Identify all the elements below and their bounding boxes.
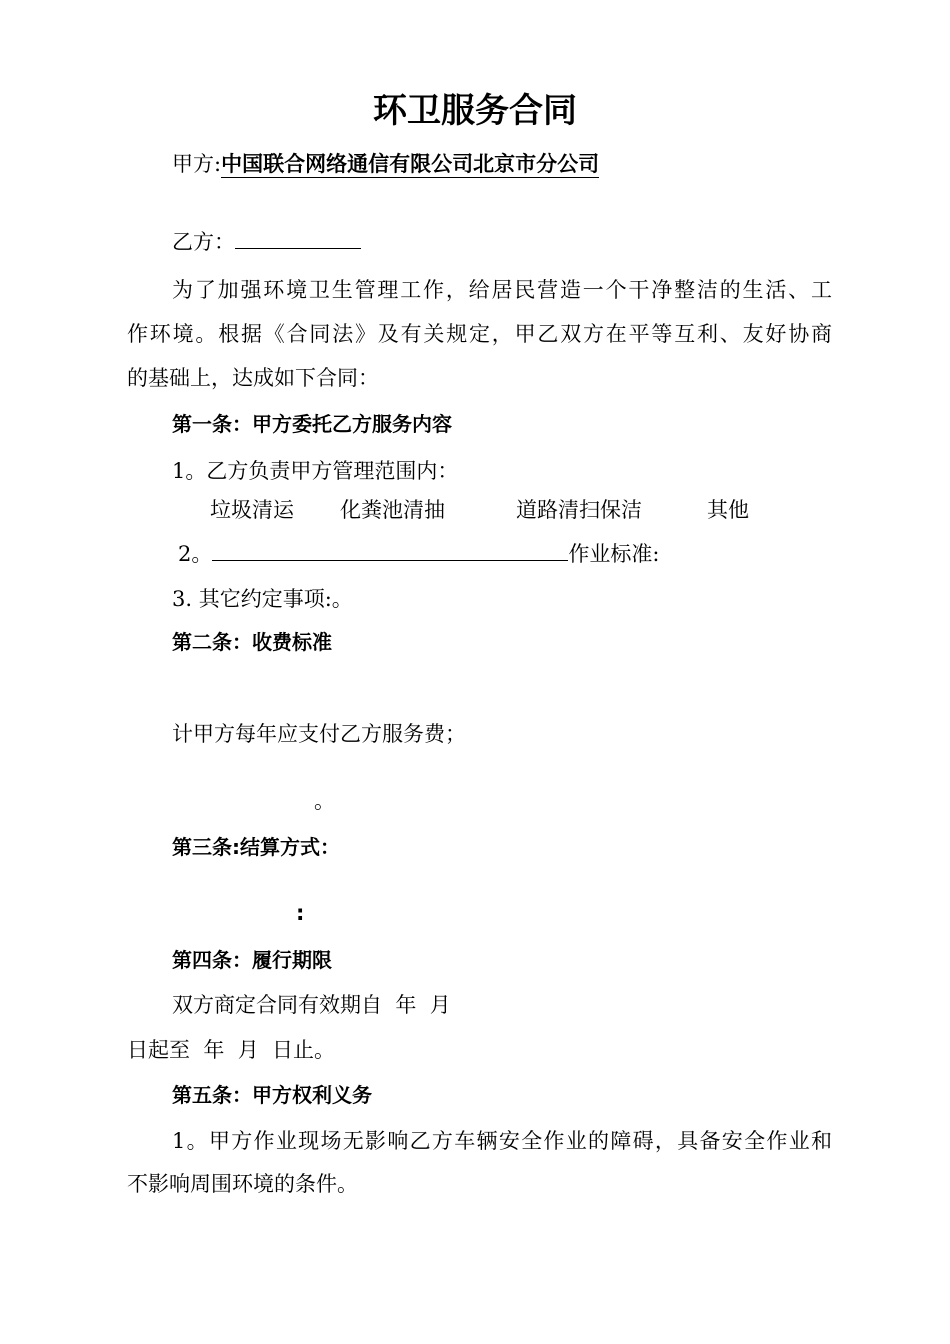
party-b-label: 乙方： <box>172 230 235 254</box>
item-2-blank <box>212 540 568 561</box>
party-b-blank <box>235 228 361 249</box>
service-item-road: 道路清扫保洁 <box>516 498 642 522</box>
article-5-item-1-line-1: 1。甲方作业现场无影响乙方车辆安全作业的障碍，具备安全作业和 <box>172 1129 832 1153</box>
document-title: 环卫服务合同 <box>373 91 577 131</box>
item-2-prefix: 2。 <box>178 542 213 566</box>
party-a-label: 甲方: <box>172 152 222 176</box>
party-a-line <box>172 150 599 178</box>
term-line-1: 双方商定合同有效期自 年 月 <box>172 993 451 1017</box>
article-5-item-1-line-2: 不影响周围环境的条件。 <box>127 1172 358 1196</box>
article-1-item-1: 1。乙方负责甲方管理范围内： <box>172 459 459 483</box>
service-item-septic: 化粪池清抽 <box>340 498 445 522</box>
article-3-heading: 第三条:结算方式： <box>172 835 340 859</box>
service-item-other: 其他 <box>707 498 749 522</box>
service-item-garbage: 垃圾清运 <box>210 498 294 522</box>
party-b-line <box>172 228 361 256</box>
intro-line-2: 作环境。根据《合同法》及有关规定，甲乙双方在平等互利、友好协商 <box>127 322 832 346</box>
intro-line-3: 的基础上，达成如下合同： <box>127 366 379 390</box>
article-1-item-3: 3. 其它约定事项:。 <box>172 587 353 611</box>
article-2-heading: 第二条：收费标准 <box>172 630 332 654</box>
article-1-item-2 <box>178 540 659 568</box>
party-a-name: 中国联合网络通信有限公司北京市分公司 <box>221 152 600 176</box>
item-2-suffix: 作业标准: <box>568 542 660 566</box>
article-4-heading: 第四条：履行期限 <box>172 948 332 972</box>
fee-end-mark: 。 <box>314 789 335 813</box>
article-1-heading: 第一条：甲方委托乙方服务内容 <box>172 412 452 436</box>
term-line-2: 日起至 年 月 日止。 <box>127 1038 336 1062</box>
intro-line-1: 为了加强环境卫生管理工作，给居民营造一个干净整洁的生活、工 <box>172 278 832 302</box>
article-5-heading: 第五条：甲方权利义务 <box>172 1083 372 1107</box>
settlement-colon: : <box>296 901 305 925</box>
fee-line: 计甲方每年应支付乙方服务费； <box>172 722 466 746</box>
